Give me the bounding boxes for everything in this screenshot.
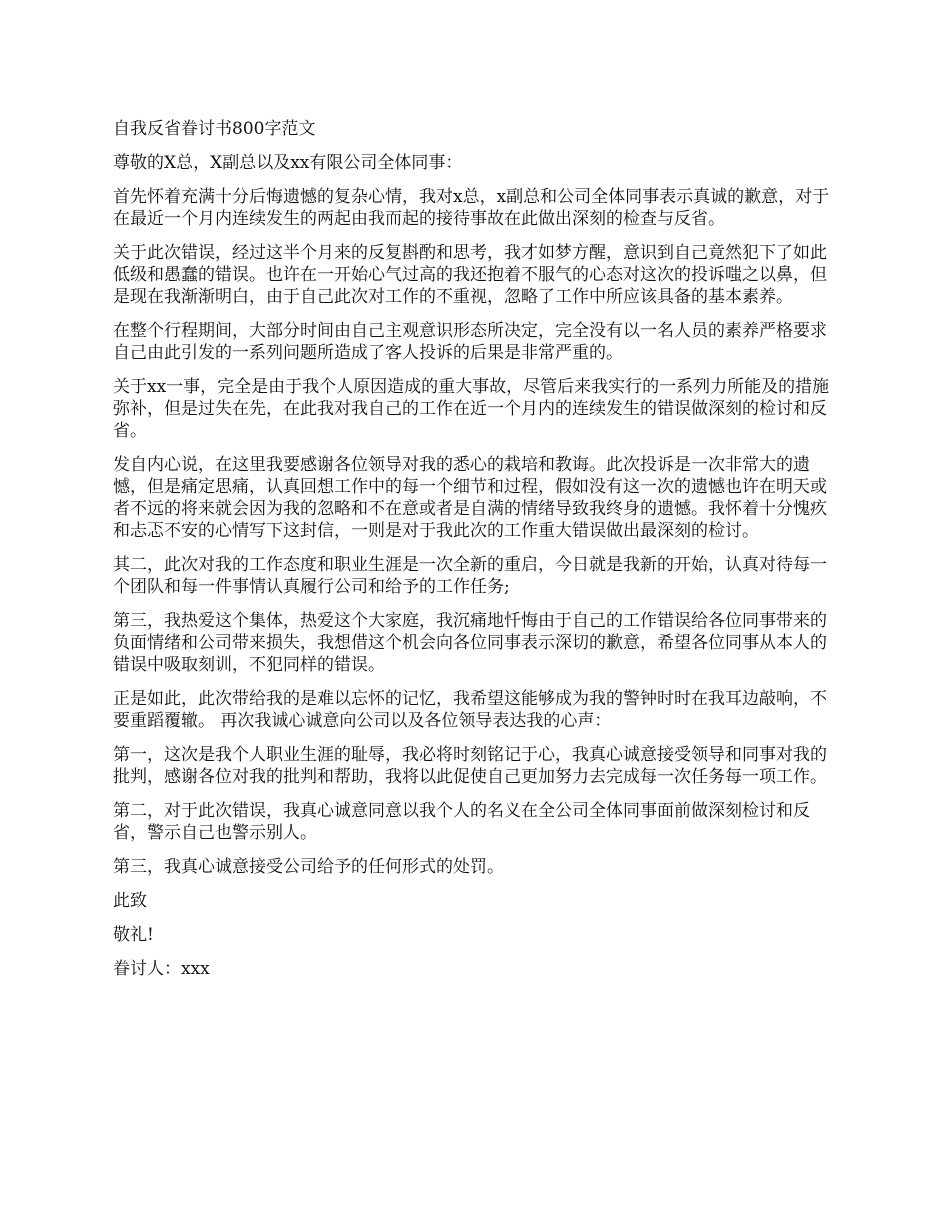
paragraph: 第一，这次是我个人职业生涯的耻辱，我必将时刻铭记于心，我真心诚意接受领导和同事对我的批判，感谢各位对我的批判和帮助，我将以此促使自己更加努力去完成每一次任务每一项工作。 — [113, 745, 827, 787]
paragraph: 关于xx一事，完全是由于我个人原因造成的重大事故，尽管后来我实行的一系列力所能及的措施弥补，但是过失在先，在此我对我自己的工作在近一个月内的连续发生的错误做深刻的检讨和反省。 — [113, 377, 830, 441]
paragraph: 在整个行程期间，大部分时间由自己主观意识形态所决定，完全没有以一名人员的素养严格要求自己由此引发的一系列问题所造成了客人投诉的后果是非常严重的。 — [113, 321, 827, 363]
paragraph: 其二，此次对我的工作态度和职业生涯是一次全新的重启，今日就是我新的开始，认真对待每一个团队和每一件事情认真履行公司和给予的工作任务; — [113, 555, 827, 597]
paragraph: 首先怀着充满十分后悔遗憾的复杂心情，我对x总，x副总和公司全体同事表示真诚的歉意，对于在最近一个月内连续发生的两起由我而起的接待事故在此做出深刻的检查与反省。 — [113, 187, 830, 229]
document-title: 自我反省眷讨书800字范文 — [113, 119, 316, 139]
paragraph: 正是如此，此次带给我的是难以忘怀的记忆，我希望这能够成为我的警钟时时在我耳边敲响，不要重蹈覆辙。 再次我诚心诚意向公司以及各位领导表达我的心声： — [113, 689, 827, 731]
signature: 眷讨人：xxx — [113, 959, 210, 979]
document-body — [113, 118, 840, 992]
greeting: 尊敬的X总，X副总以及xx有限公司全体同事： — [113, 153, 463, 173]
paragraph: 发自内心说，在这里我要感谢各位领导对我的悉心的栽培和教诲。此次投诉是一次非常大的遗憾，但是痛定思痛，认真回想工作中的每一个细节和过程，假如没有这一次的遗憾也许在明天或者不远的将来就会因为我的忽略和不在意或者是自满的情绪导致我终身的遗憾。我怀着十分愧疚和忐忑不安的心情写下这封信，一则是对于我此次的工作重大错误做出最深刻的检讨。 — [113, 455, 827, 541]
salutation: 敬礼! — [113, 925, 154, 945]
paragraph: 第三，我真心诚意接受公司给予的任何形式的处罚。 — [113, 857, 504, 877]
paragraph: 第二，对于此次错误，我真心诚意同意以我个人的名义在全公司全体同事面前做深刻检讨和反省，警示自己也警示别人。 — [113, 801, 810, 843]
paragraph: 第三，我热爱这个集体，热爱这个大家庭，我沉痛地忏悔由于自己的工作错误给各位同事带来的负面情绪和公司带来损失，我想借这个机会向各位同事表示深切的歉意，希望各位同事从本人的错误中吸取刻训，不犯同样的错误。 — [113, 611, 827, 675]
paragraph: 关于此次错误，经过这半个月来的反复斟酌和思考，我才如梦方醒，意识到自己竟然犯下了如此低级和愚蠢的错误。也许在一开始心气过高的我还抱着不服气的心态对这次的投诉嗤之以鼻，但是现在我渐渐明白，由于自己此次对工作的不重视，忽略了工作中所应该具备的基本素养。 — [113, 243, 827, 307]
closing-line: 此致 — [113, 891, 147, 911]
